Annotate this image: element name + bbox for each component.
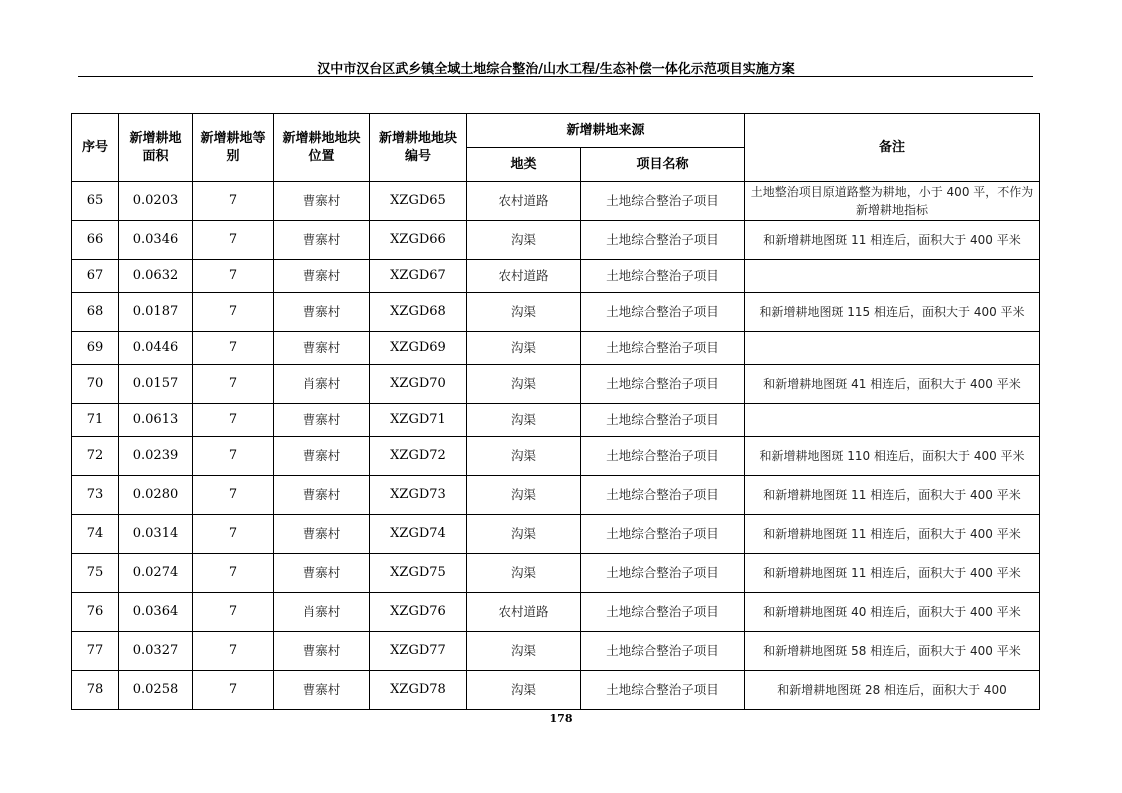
cell-note: 和新增耕地图斑 58 相连后，面积大于 400 平米 <box>745 632 1040 671</box>
cell-location: 曹寨村 <box>274 554 370 593</box>
cell-seq: 71 <box>72 404 119 437</box>
cell-area: 0.0258 <box>119 671 193 710</box>
table-row <box>72 476 1040 515</box>
cell-project: 土地综合整治子项目 <box>581 437 745 476</box>
cell-code: XZGD68 <box>370 293 467 332</box>
cell-seq: 67 <box>72 260 119 293</box>
cell-project: 土地综合整治子项目 <box>581 293 745 332</box>
header-grade-text: 新增耕地等别 <box>200 130 266 164</box>
header-location <box>274 114 370 182</box>
table-row <box>72 671 1040 710</box>
cell-land-type: 沟渠 <box>467 632 581 671</box>
cell-grade: 7 <box>193 593 274 632</box>
cell-code: XZGD73 <box>370 476 467 515</box>
cell-area: 0.0280 <box>119 476 193 515</box>
cell-code: XZGD77 <box>370 632 467 671</box>
cell-code: XZGD75 <box>370 554 467 593</box>
cell-grade: 7 <box>193 365 274 404</box>
cell-grade: 7 <box>193 332 274 365</box>
cell-seq: 77 <box>72 632 119 671</box>
cell-area: 0.0157 <box>119 365 193 404</box>
cell-area: 0.0187 <box>119 293 193 332</box>
table-row <box>72 365 1040 404</box>
cell-area: 0.0632 <box>119 260 193 293</box>
header-seq: 序号 <box>72 114 119 182</box>
cell-project: 土地综合整治子项目 <box>581 554 745 593</box>
cell-project: 土地综合整治子项目 <box>581 404 745 437</box>
cell-location: 肖寨村 <box>274 365 370 404</box>
cell-seq: 70 <box>72 365 119 404</box>
cell-land-type: 沟渠 <box>467 365 581 404</box>
cell-code: XZGD72 <box>370 437 467 476</box>
cell-project: 土地综合整治子项目 <box>581 260 745 293</box>
cell-area: 0.0203 <box>119 182 193 221</box>
header-grade <box>193 114 274 182</box>
cell-project: 土地综合整治子项目 <box>581 365 745 404</box>
table-row <box>72 437 1040 476</box>
cell-grade: 7 <box>193 293 274 332</box>
cell-project: 土地综合整治子项目 <box>581 476 745 515</box>
cell-land-type: 沟渠 <box>467 437 581 476</box>
cell-area: 0.0364 <box>119 593 193 632</box>
header-source: 新增耕地来源 <box>467 114 745 148</box>
cell-location: 曹寨村 <box>274 404 370 437</box>
cell-project: 土地综合整治子项目 <box>581 182 745 221</box>
cell-land-type: 农村道路 <box>467 260 581 293</box>
page-header-title: 汉中市汉台区武乡镇全域土地综合整治/山水工程/生态补偿一体化示范项目实施方案 <box>317 62 795 77</box>
cell-location: 曹寨村 <box>274 221 370 260</box>
table-row <box>72 404 1040 437</box>
cell-note <box>745 260 1040 293</box>
cell-note <box>745 332 1040 365</box>
cell-seq: 69 <box>72 332 119 365</box>
cell-land-type: 沟渠 <box>467 671 581 710</box>
cell-grade: 7 <box>193 671 274 710</box>
cell-area: 0.0327 <box>119 632 193 671</box>
page-number: 178 <box>549 712 573 725</box>
table-row <box>72 293 1040 332</box>
cell-area: 0.0446 <box>119 332 193 365</box>
header-location-text: 新增耕地地块位置 <box>282 130 361 164</box>
header-code <box>370 114 467 182</box>
cell-land-type: 沟渠 <box>467 476 581 515</box>
cell-land-type: 沟渠 <box>467 293 581 332</box>
table-row <box>72 515 1040 554</box>
cell-area: 0.0274 <box>119 554 193 593</box>
cell-seq: 74 <box>72 515 119 554</box>
cell-project: 土地综合整治子项目 <box>581 632 745 671</box>
cell-grade: 7 <box>193 632 274 671</box>
cell-land-type: 沟渠 <box>467 332 581 365</box>
cell-grade: 7 <box>193 554 274 593</box>
table-row <box>72 221 1040 260</box>
table-row <box>72 182 1040 221</box>
cell-land-type: 沟渠 <box>467 515 581 554</box>
cell-location: 曹寨村 <box>274 332 370 365</box>
cell-location: 曹寨村 <box>274 437 370 476</box>
cell-seq: 76 <box>72 593 119 632</box>
cell-note: 和新增耕地图斑 28 相连后，面积大于 400 <box>745 671 1040 710</box>
cell-grade: 7 <box>193 260 274 293</box>
cell-location: 曹寨村 <box>274 515 370 554</box>
cell-grade: 7 <box>193 437 274 476</box>
cell-land-type: 农村道路 <box>467 182 581 221</box>
farmland-table <box>71 113 1040 710</box>
cell-code: XZGD67 <box>370 260 467 293</box>
cell-project: 土地综合整治子项目 <box>581 593 745 632</box>
cell-code: XZGD74 <box>370 515 467 554</box>
header-note: 备注 <box>745 114 1040 182</box>
cell-note: 和新增耕地图斑 11 相连后，面积大于 400 平米 <box>745 221 1040 260</box>
cell-land-type: 沟渠 <box>467 221 581 260</box>
cell-seq: 72 <box>72 437 119 476</box>
cell-location: 肖寨村 <box>274 593 370 632</box>
cell-code: XZGD65 <box>370 182 467 221</box>
cell-note: 和新增耕地图斑 11 相连后，面积大于 400 平米 <box>745 554 1040 593</box>
cell-note: 和新增耕地图斑 40 相连后，面积大于 400 平米 <box>745 593 1040 632</box>
cell-land-type: 农村道路 <box>467 593 581 632</box>
cell-note <box>745 404 1040 437</box>
cell-project: 土地综合整治子项目 <box>581 671 745 710</box>
header-code-text: 新增耕地地块编号 <box>378 130 457 164</box>
cell-grade: 7 <box>193 404 274 437</box>
cell-seq: 75 <box>72 554 119 593</box>
header-area-text: 新增耕地面积 <box>129 130 182 164</box>
cell-area: 0.0239 <box>119 437 193 476</box>
cell-location: 曹寨村 <box>274 671 370 710</box>
header-project: 项目名称 <box>581 148 745 182</box>
header-divider <box>78 76 1033 77</box>
cell-location: 曹寨村 <box>274 182 370 221</box>
cell-location: 曹寨村 <box>274 476 370 515</box>
cell-note: 和新增耕地图斑 41 相连后，面积大于 400 平米 <box>745 365 1040 404</box>
cell-seq: 68 <box>72 293 119 332</box>
table-row <box>72 332 1040 365</box>
cell-location: 曹寨村 <box>274 293 370 332</box>
cell-code: XZGD70 <box>370 365 467 404</box>
cell-area: 0.0314 <box>119 515 193 554</box>
cell-grade: 7 <box>193 221 274 260</box>
table-row <box>72 593 1040 632</box>
cell-note: 土地整治项目原道路整为耕地，小于 400 平，不作为新增耕地指标 <box>745 182 1040 221</box>
header-area <box>119 114 193 182</box>
cell-code: XZGD71 <box>370 404 467 437</box>
cell-grade: 7 <box>193 476 274 515</box>
cell-land-type: 沟渠 <box>467 554 581 593</box>
table-row <box>72 260 1040 293</box>
cell-code: XZGD78 <box>370 671 467 710</box>
cell-location: 曹寨村 <box>274 260 370 293</box>
cell-note: 和新增耕地图斑 110 相连后，面积大于 400 平米 <box>745 437 1040 476</box>
cell-seq: 78 <box>72 671 119 710</box>
cell-location: 曹寨村 <box>274 632 370 671</box>
cell-code: XZGD76 <box>370 593 467 632</box>
table-row <box>72 632 1040 671</box>
cell-grade: 7 <box>193 515 274 554</box>
header-land-type: 地类 <box>467 148 581 182</box>
cell-area: 0.0613 <box>119 404 193 437</box>
cell-note: 和新增耕地图斑 115 相连后，面积大于 400 平米 <box>745 293 1040 332</box>
cell-project: 土地综合整治子项目 <box>581 221 745 260</box>
cell-area: 0.0346 <box>119 221 193 260</box>
cell-seq: 65 <box>72 182 119 221</box>
cell-code: XZGD69 <box>370 332 467 365</box>
cell-seq: 73 <box>72 476 119 515</box>
cell-code: XZGD66 <box>370 221 467 260</box>
cell-note: 和新增耕地图斑 11 相连后，面积大于 400 平米 <box>745 515 1040 554</box>
cell-note: 和新增耕地图斑 11 相连后，面积大于 400 平米 <box>745 476 1040 515</box>
table-row <box>72 554 1040 593</box>
cell-grade: 7 <box>193 182 274 221</box>
cell-project: 土地综合整治子项目 <box>581 332 745 365</box>
table-body <box>72 182 1040 710</box>
cell-seq: 66 <box>72 221 119 260</box>
cell-project: 土地综合整治子项目 <box>581 515 745 554</box>
cell-land-type: 沟渠 <box>467 404 581 437</box>
